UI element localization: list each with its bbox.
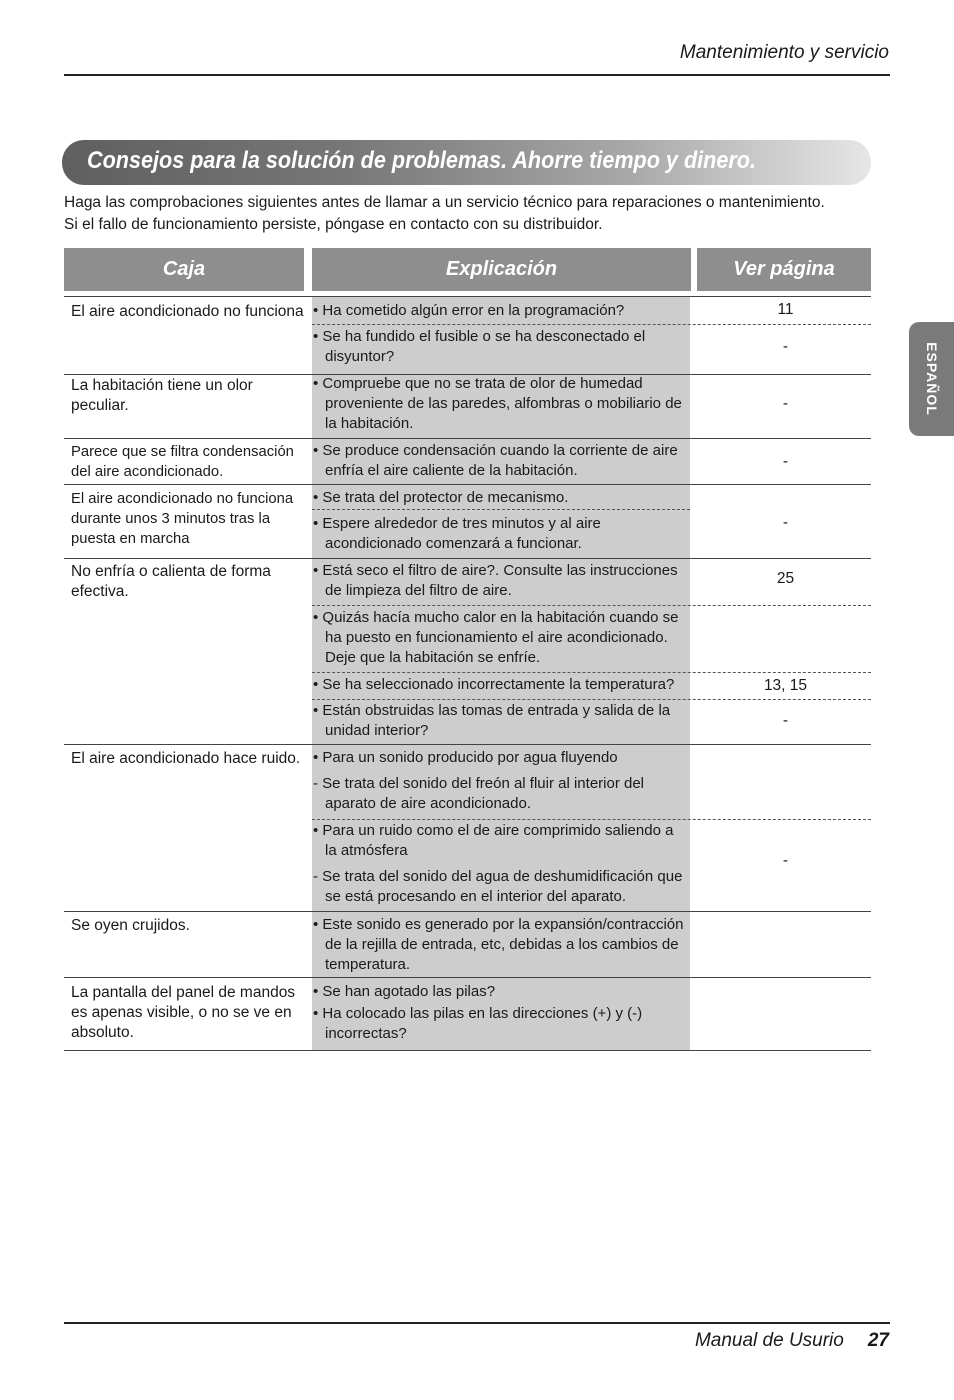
manual-name: Manual de Usurio <box>694 1330 844 1351</box>
table-cell-page: - <box>782 712 789 729</box>
table-cell-explanation: • Espere alrededor de tres minutos y al aire acondicionado comenzará a funcionar. <box>313 515 601 552</box>
sub-separator <box>312 699 871 700</box>
table-cell-explanation: • Se trata del protector de mecanismo. <box>313 489 569 506</box>
table-cell-caja: Se oyen crujidos. <box>71 917 190 934</box>
table-cell-caja: El aire acondicionado hace ruido. <box>71 750 301 767</box>
row-separator <box>64 558 871 559</box>
table-cell-caja: El aire acondicionado no funciona <box>71 303 304 320</box>
table-cell-page: - <box>782 395 789 412</box>
sub-separator <box>312 509 690 510</box>
page-number: 27 <box>867 1330 889 1351</box>
table-cell-explanation: • Se han agotado las pilas? • Ha colocado las pilas en las direcciones (+) y (-) incorrectas? <box>313 983 643 1042</box>
row-separator <box>64 484 871 485</box>
sub-separator <box>312 324 871 325</box>
sub-separator <box>312 819 871 820</box>
table-cell-page: 11 <box>777 301 794 318</box>
table-cell-explanation: • Quizás hacía mucho calor en la habitación cuando se ha puesto en funcionamiento el aire acondicionado. Deje que la habitación se enfríe. <box>313 609 679 666</box>
table-cell-explanation: • Para un ruido como el de aire comprimido saliendo a la atmósfera - Se trata del sonido del agua de deshumidificación que se está procesando en el interior del aparato. <box>313 822 683 905</box>
table-cell-caja: La habitación tiene un olor peculiar. <box>71 377 253 414</box>
row-separator <box>64 296 871 297</box>
row-separator <box>64 438 871 439</box>
intro-line-2: Si el fallo de funcionamiento persiste, póngase en contacto con su distribuidor. <box>64 216 603 233</box>
page-title: Consejos para la solución de problemas. Ahorre tiempo y dinero. <box>87 147 756 174</box>
table-cell-page: - <box>782 338 789 355</box>
table-cell-explanation: • Está seco el filtro de aire?. Consulte las instrucciones de limpieza del filtro de aire. <box>313 562 678 599</box>
header-rule <box>64 74 890 76</box>
table-cell-explanation: • Compruebe que no se trata de olor de humedad proveniente de las paredes, alfombras o mobiliario de la habitación. <box>313 375 682 432</box>
header-caja: Caja <box>64 248 304 291</box>
row-separator <box>64 977 871 978</box>
intro-line-1: Haga las comprobaciones siguientes antes de llamar a un servicio técnico para reparaciones o mantenimiento. <box>64 194 825 211</box>
header-ver-pagina: Ver página <box>697 248 871 291</box>
section-title: Mantenimiento y servicio <box>679 42 889 63</box>
header-explicacion: Explicación <box>312 248 691 291</box>
table-cell-explanation: • Ha cometido algún error en la programación? <box>313 302 625 319</box>
language-tab <box>909 322 954 436</box>
table-cell-explanation: • Este sonido es generado por la expansión/contracción de la rejilla de entrada, etc, debidas a los cambios de temperatura. <box>313 916 684 973</box>
sub-separator <box>312 605 871 606</box>
row-separator <box>64 911 871 912</box>
table-cell-caja: No enfría o calienta de forma efectiva. <box>71 563 271 600</box>
row-separator <box>64 744 871 745</box>
table-cell-explanation: • Están obstruidas las tomas de entrada y salida de la unidad interior? <box>313 702 671 739</box>
table-cell-explanation: • Se ha fundido el fusible o se ha desconectado el disyuntor? <box>313 328 646 365</box>
sub-separator <box>312 672 871 673</box>
table-cell-page: 25 <box>776 570 795 587</box>
table-cell-page: - <box>782 453 789 470</box>
row-separator <box>64 1050 871 1051</box>
page-footer <box>695 1330 889 1352</box>
table-cell-explanation: • Se produce condensación cuando la corriente de aire enfría el aire caliente de la habitación. <box>313 442 678 479</box>
table-cell-page: - <box>782 852 789 869</box>
table-cell-explanation: • Para un sonido producido por agua fluyendo - Se trata del sonido del freón al fluir al interior del aparato de aire acondicionado. <box>313 749 645 812</box>
intro-text <box>64 192 890 236</box>
title-banner <box>62 140 871 185</box>
table-cell-caja: El aire acondicionado no funciona durante unos 3 minutos tras la puesta en marcha <box>71 491 294 547</box>
table-cell-explanation: • Se ha seleccionado incorrectamente la temperatura? <box>313 676 675 693</box>
table-cell-page: 13, 15 <box>763 677 808 694</box>
language-label: ESPAÑOL <box>923 342 940 416</box>
table-cell-caja: La pantalla del panel de mandos es apenas visible, o no se ve en absoluto. <box>71 984 296 1041</box>
footer-rule <box>64 1322 890 1324</box>
table-cell-page: - <box>782 514 789 531</box>
table-cell-caja: Parece que se filtra condensación del aire acondicionado. <box>71 444 294 480</box>
